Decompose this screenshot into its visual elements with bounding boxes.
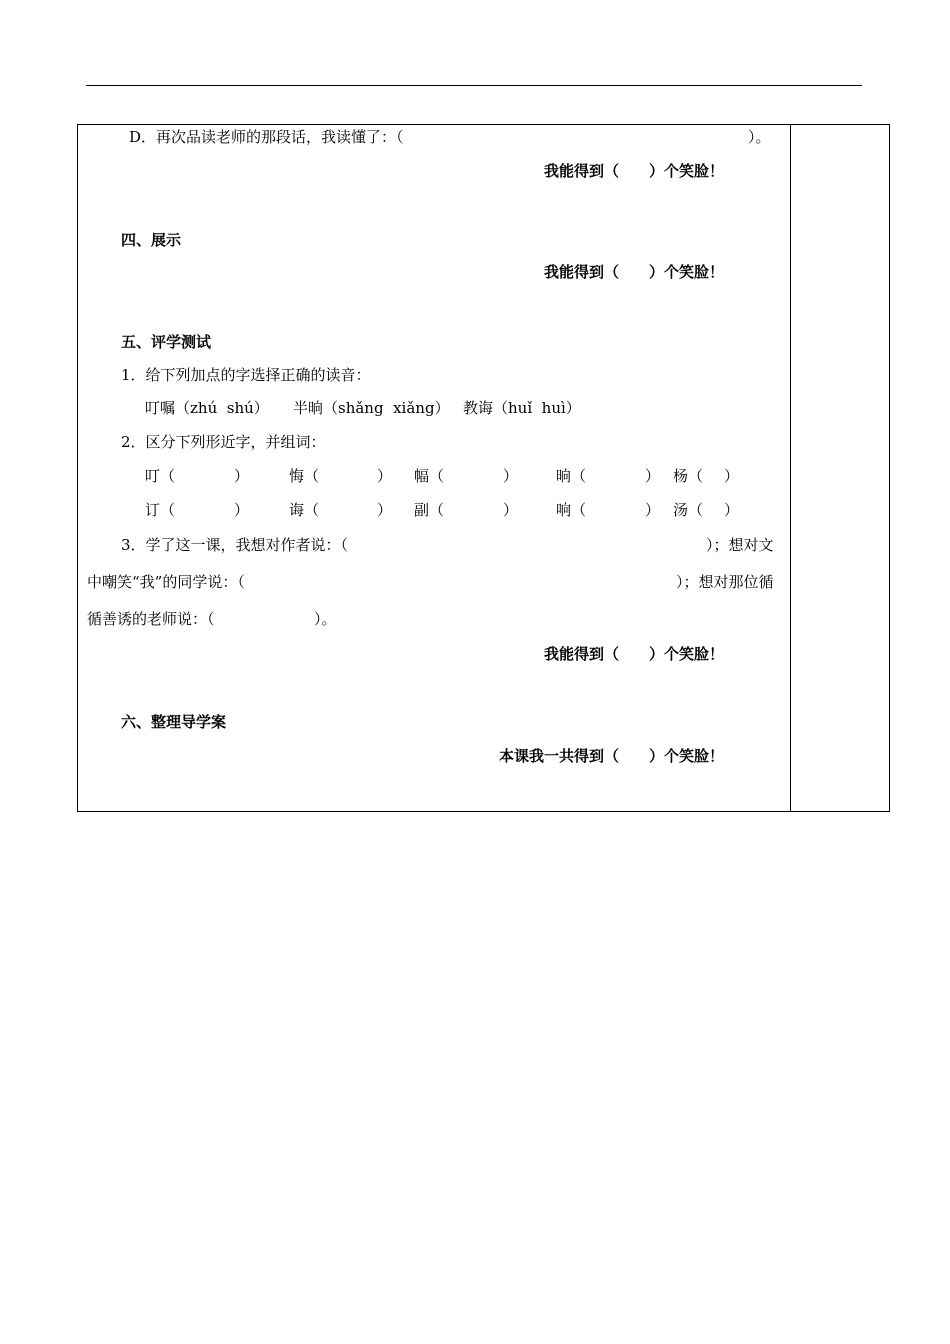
heading-display: 四、展示	[121, 231, 182, 249]
q1-option-b: 半晌（shǎng xiǎng）	[293, 399, 450, 417]
q2-row1-char5-open: 杨（	[673, 467, 704, 485]
q2-row2-char2-close: ）	[377, 501, 393, 519]
heading-test: 五、评学测试	[121, 333, 212, 351]
q3-line3-start: 循善诱的老师说：（	[87, 610, 215, 628]
score-line-2: 我能得到（ ）个笑脸！	[543, 263, 724, 281]
q2-row1-char3-close: ）	[503, 467, 519, 485]
q2-row2-char1-close: ）	[234, 501, 250, 519]
heading-organize: 六、整理导学案	[121, 713, 227, 731]
q3-line1-end: ）；想对文	[706, 536, 774, 554]
worksheet-table	[77, 124, 890, 812]
q1-prompt: 1．给下列加点的字选择正确的读音：	[121, 366, 371, 384]
q2-prompt: 2．区分下列形近字，并组词：	[121, 433, 326, 451]
q2-row1-char1-open: 叮（	[145, 467, 176, 485]
q3-line2-end: ）；想对那位循	[676, 573, 774, 591]
q2-row1-char4-open: 晌（	[556, 467, 587, 485]
score-total: 本课我一共得到（ ）个笑脸！	[498, 747, 724, 765]
table-column-divider	[790, 124, 791, 812]
q1-option-c: 教诲（huǐ huì）	[463, 399, 581, 417]
q2-row2-char3-close: ）	[503, 501, 519, 519]
q2-row1-char2-open: 悔（	[289, 467, 320, 485]
score-line-1: 我能得到（ ）个笑脸！	[543, 162, 724, 180]
q2-row2-char5-close: ）	[724, 501, 740, 519]
q2-row2-char5-open: 汤（	[673, 501, 704, 519]
q2-row2-char1-open: 订（	[145, 501, 176, 519]
q3-line1-start: 3．学了这一课，我想对作者说：（	[121, 536, 349, 554]
q3-line3-end: ）。	[314, 610, 337, 628]
q2-row2-char3-open: 副（	[414, 501, 445, 519]
q2-row2-char4-close: ）	[645, 501, 661, 519]
q1-option-a: 叮嘱（zhú shú）	[145, 399, 269, 417]
q2-row2-char4-open: 响（	[556, 501, 587, 519]
q3-line2-start: 中嘲笑“我”的同学说：（	[87, 573, 245, 591]
header-rule	[86, 85, 862, 86]
q2-row1-char2-close: ）	[377, 467, 393, 485]
q2-row1-char1-close: ）	[234, 467, 250, 485]
q2-row1-char3-open: 幅（	[414, 467, 445, 485]
section-d-text: D．再次品读老师的那段话，我读懂了：（	[129, 128, 404, 146]
q2-row1-char5-close: ）	[724, 467, 740, 485]
q2-row2-char2-open: 诲（	[289, 501, 320, 519]
score-line-3: 我能得到（ ）个笑脸！	[543, 645, 724, 663]
section-d-close: ）。	[748, 128, 771, 146]
q2-row1-char4-close: ）	[645, 467, 661, 485]
